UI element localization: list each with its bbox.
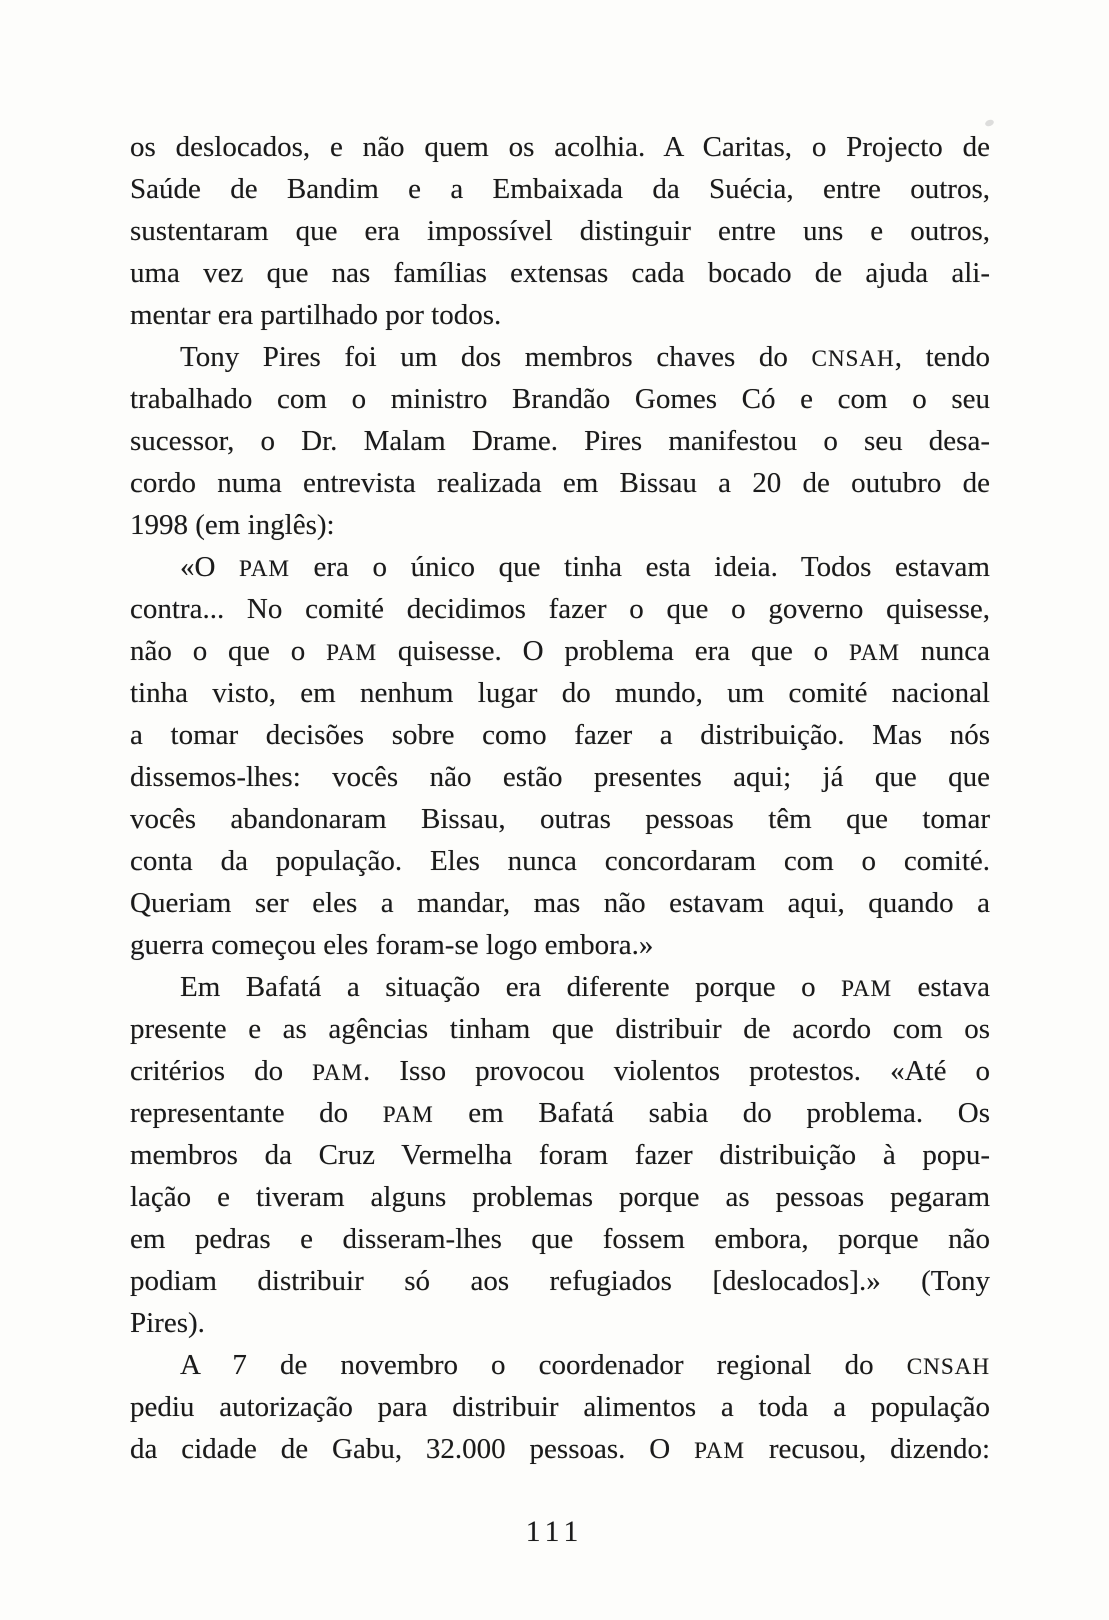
text-line: 1998 (em inglês): [130,509,335,541]
text-line: dissemos-lhes: vocês não estão presentes aqui; já que que [130,761,990,793]
text-line: membros da Cruz Vermelha foram fazer distribuição à popu- [130,1139,990,1171]
text-line: os deslocados, e não quem os acolhia. A Caritas, o Projecto de [130,131,990,163]
text-line: «O PAM era o único que tinha esta ideia. Todos estavam [180,551,990,583]
text-line: mentar era partilhado por todos. [130,299,502,331]
text-line: sustentaram que era impossível distinguir entre uns e outros, [130,215,990,247]
text-line: critérios do PAM. Isso provocou violentos protestos. «Até o [130,1055,991,1087]
text-line: Saúde de Bandim e a Embaixada da Suécia, entre outros, [130,173,990,205]
text-line: pediu autorização para distribuir alimentos a toda a população [130,1391,990,1423]
text-line: vocês abandonaram Bissau, outras pessoas têm que tomar [130,803,990,835]
text-line: contra... No comité decidimos fazer o que o governo quisesse, [130,593,990,625]
text-line: A 7 de novembro o coordenador regional do CNSAH [180,1349,990,1381]
text-line: uma vez que nas famílias extensas cada bocado de ajuda ali- [130,257,990,289]
text-line: a tomar decisões sobre como fazer a distribuição. Mas nós [130,719,990,751]
text-line: lação e tiveram alguns problemas porque as pessoas pegaram [130,1181,990,1213]
text-line: Tony Pires foi um dos membros chaves do CNSAH, tendo [180,341,990,373]
text-line: trabalhado com o ministro Brandão Gomes Có e com o seu [130,383,990,415]
text-line: tinha visto, em nenhum lugar do mundo, um comité nacional [130,677,990,709]
page-number: 111 [525,1515,584,1548]
text-line: da cidade de Gabu, 32.000 pessoas. O PAM recusou, dizendo: [130,1433,991,1465]
text-line: guerra começou eles foram-se logo embora.» [130,929,654,961]
text-line: conta da população. Eles nunca concordaram com o comité. [130,845,990,877]
text-line: podiam distribuir só aos refugiados [deslocados].» (Tony [130,1265,990,1297]
text-line: não o que o PAM quisesse. O problema era que o PAM nunca [130,635,990,667]
page-text-block [130,126,990,1470]
text-line: em pedras e disseram-lhes que fossem embora, porque não [130,1223,990,1255]
text-line: presente e as agências tinham que distribuir de acordo com os [130,1013,990,1045]
text-line: Pires). [130,1307,205,1339]
text-line: Em Bafatá a situação era diferente porque o PAM estava [180,971,990,1003]
text-line: representante do PAM em Bafatá sabia do problema. Os [130,1097,990,1129]
text-line: sucessor, o Dr. Malam Drame. Pires manifestou o seu desa- [130,425,990,457]
text-line: cordo numa entrevista realizada em Bissau a 20 de outubro de [130,467,990,499]
text-line: Queriam ser eles a mandar, mas não estavam aqui, quando a [130,887,990,919]
